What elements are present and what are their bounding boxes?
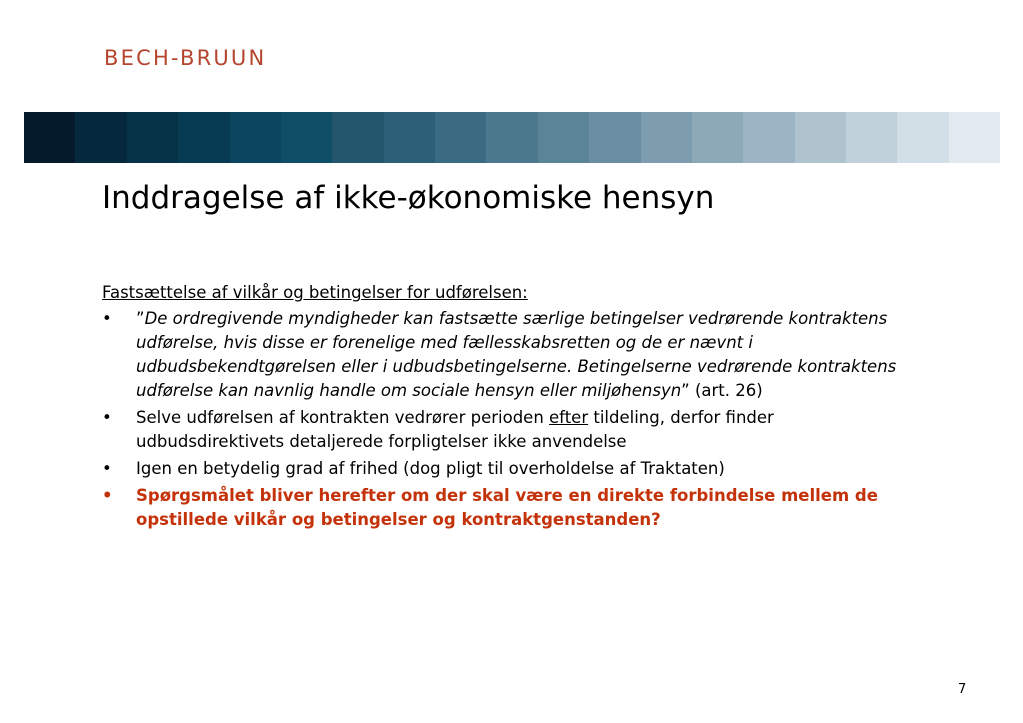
bullet-icon: • — [102, 309, 112, 328]
gradient-segment — [75, 112, 126, 163]
bullet-item-quote — [102, 307, 922, 403]
bullet-list — [102, 307, 922, 532]
bullet-item-question — [102, 484, 922, 532]
gradient-segment — [127, 112, 178, 163]
bullet-icon: • — [102, 459, 112, 478]
gradient-segment — [332, 112, 383, 163]
bullet-text-emphasized: Spørgsmålet bliver herefter om der skal være en direkte forbindelse mellem de opstillede vilkår og betingelser og kontraktgenstanden? — [136, 486, 878, 529]
company-logo: BECH-BRUUN — [104, 46, 267, 70]
quote-open-mark: ” — [136, 309, 145, 328]
bullet-text: Igen en betydelig grad af frihed (dog pligt til overholdelse af Traktaten) — [136, 459, 725, 478]
subheading: Fastsættelse af vilkår og betingelser for udførelsen: — [102, 283, 528, 302]
gradient-segment — [641, 112, 692, 163]
gradient-header-bar — [24, 112, 1000, 163]
gradient-segment — [281, 112, 332, 163]
gradient-segment — [949, 112, 1000, 163]
gradient-segment — [743, 112, 794, 163]
gradient-segment — [486, 112, 537, 163]
gradient-segment — [846, 112, 897, 163]
gradient-segment — [230, 112, 281, 163]
bullet-text-after: tildeling, derfor finder udbudsdirektivets detaljerede forpligtelser ikke anvendelse — [136, 408, 774, 451]
bullet-text-underlined: efter — [549, 408, 589, 427]
gradient-segment — [589, 112, 640, 163]
gradient-segment — [24, 112, 75, 163]
gradient-segment — [384, 112, 435, 163]
bullet-text-before: Selve udførelsen af kontrakten vedrører perioden — [136, 408, 550, 427]
page-number: 7 — [958, 682, 967, 697]
gradient-segment — [692, 112, 743, 163]
slide-title: Inddragelse af ikke-økonomiske hensyn — [102, 180, 715, 216]
bullet-item-freedom — [102, 457, 922, 481]
gradient-segment — [178, 112, 229, 163]
bullet-item-execution — [102, 406, 922, 454]
gradient-segment — [538, 112, 589, 163]
slide-content — [102, 281, 922, 535]
quote-close-reference: ” (art. 26) — [681, 381, 763, 400]
gradient-segment — [897, 112, 948, 163]
bullet-icon: • — [102, 486, 113, 505]
bullet-icon: • — [102, 408, 112, 427]
gradient-segment — [795, 112, 846, 163]
gradient-segment — [435, 112, 486, 163]
quote-text: De ordregivende myndigheder kan fastsætte særlige betingelser vedrørende kontraktens udførelse, hvis disse er forenelige med fællesskabsretten og de er nævnt i udbudsbekendtgørelsen eller i udbudsbetingelserne. Betingelserne vedrørende kontraktens udførelse kan navnlig handle om sociale hensyn eller miljøhensyn — [136, 309, 897, 400]
